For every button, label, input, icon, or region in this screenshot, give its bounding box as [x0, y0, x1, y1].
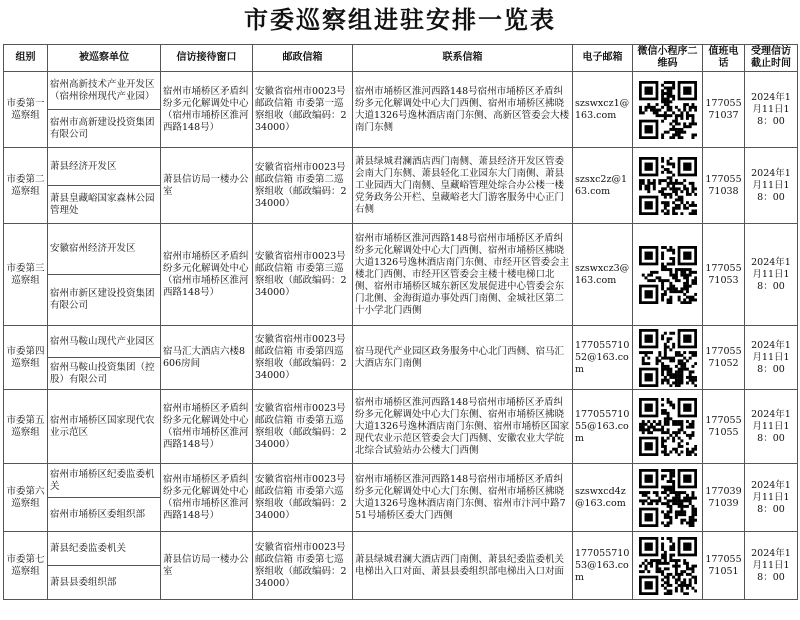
email-cell: szswxcz3@163.com [573, 224, 633, 326]
window-cell: 宿州市埇桥区矛盾纠纷多元化解调处中心（宿州市埇桥区淮河西路148号） [161, 390, 253, 464]
unit-cell: 萧县经济开发区 [48, 148, 161, 186]
table-row [4, 390, 798, 464]
email-cell: szswxcd4z@163.com [573, 464, 633, 532]
header-cell: 微信小程序二维码 [633, 45, 703, 72]
contact-cell: 宿州市埇桥区淮河西路148号宿州市埇桥区矛盾纠纷多元化解调处中心大门东侧、宿州市埇桥区拂晓大道1326号逸林酒店南门东侧、宿州市汴河中路751号埇桥区委大门西侧 [353, 464, 573, 532]
window-cell: 宿州市埇桥区矛盾纠纷多元化解调处中心（宿州市埇桥区淮河西路148号） [161, 224, 253, 326]
phone-cell: 17705571051 [703, 532, 745, 600]
group-cell: 市委第一巡察组 [4, 72, 48, 148]
deadline-cell: 2024年1月11日18：00 [745, 464, 798, 532]
header-cell: 值班电话 [703, 45, 745, 72]
unit-cell: 宿州马鞍山投资集团（控股）有限公司 [48, 358, 161, 390]
table-row [4, 532, 798, 566]
contact-cell: 萧县绿城君澜大酒店西门南侧、萧县纪委监委机关电梯出入口对面、萧县县委组织部电梯出入口对面 [353, 532, 573, 600]
qr-cell [633, 72, 703, 148]
qr-cell [633, 532, 703, 600]
table-row [4, 224, 798, 275]
header-cell: 电子邮箱 [573, 45, 633, 72]
qr-cell [633, 326, 703, 390]
email-cell: 17705571055@163.com [573, 390, 633, 464]
window-cell: 宿州市埇桥区矛盾纠纷多元化解调处中心（宿州市埇桥区淮河西路148号） [161, 72, 253, 148]
group-cell: 市委第三巡察组 [4, 224, 48, 326]
postal-cell: 安徽省宿州市0023号邮政信箱 市委第二巡察组收（邮政编码：234000） [253, 148, 353, 224]
table-row [4, 72, 798, 110]
group-cell: 市委第七巡察组 [4, 532, 48, 600]
contact-cell: 萧县绿城君澜酒店西门南侧、萧县经济开发区管委会南大门东侧、萧县轻化工业园东大门南侧、萧县工业园西大门南侧、皇藏峪管理处综合办公楼一楼党务政务公开栏、皇藏峪老大门游客服务中心正门右侧 [353, 148, 573, 224]
table-row [4, 148, 798, 186]
postal-cell: 安徽省宿州市0023号邮政信箱 市委第三巡察组收（邮政编码：234000） [253, 224, 353, 326]
postal-cell: 安徽省宿州市0023号邮政信箱 市委第一巡察组收（邮政编码：234000） [253, 72, 353, 148]
group-cell: 市委第二巡察组 [4, 148, 48, 224]
phone-cell: 17705571052 [703, 326, 745, 390]
wechat-qr-code[interactable] [639, 329, 697, 387]
header-cell: 被巡察单位 [48, 45, 161, 72]
postal-cell: 安徽省宿州市0023号邮政信箱 市委第七巡察组收（邮政编码：234000） [253, 532, 353, 600]
unit-cell: 宿州市埇桥区纪委监委机关 [48, 464, 161, 498]
header-cell: 信访接待窗口 [161, 45, 253, 72]
qr-cell [633, 464, 703, 532]
wechat-qr-code[interactable] [639, 398, 697, 456]
contact-cell: 宿州市埇桥区淮河西路148号宿州市埇桥区矛盾纠纷多元化解调处中心大门东侧、宿州市埇桥区拂晓大道1326号逸林酒店南门东侧、宿州市埇桥区国家现代农业示范区管委会大门西侧、安徽农业大学皖北综合试验站办公楼大门西侧 [353, 390, 573, 464]
inspection-table [3, 44, 798, 600]
wechat-qr-code[interactable] [639, 246, 697, 304]
window-cell: 萧县信访局一楼办公室 [161, 532, 253, 600]
wechat-qr-code[interactable] [639, 157, 697, 215]
header-cell: 受理信访截止时间 [745, 45, 798, 72]
table-row [4, 326, 798, 358]
header-cell: 联系信箱 [353, 45, 573, 72]
qr-cell [633, 390, 703, 464]
unit-cell: 宿州市高新建设投资集团有限公司 [48, 110, 161, 148]
wechat-qr-code[interactable] [639, 469, 697, 527]
unit-cell: 宿州市埇桥区委组织部 [48, 498, 161, 532]
wechat-qr-code[interactable] [639, 537, 697, 595]
contact-cell: 宿马现代产业园区政务服务中心北门西侧、宿马汇大酒店东门南侧 [353, 326, 573, 390]
deadline-cell: 2024年1月11日18：00 [745, 72, 798, 148]
group-cell: 市委第六巡察组 [4, 464, 48, 532]
email-cell: szswxcz1@163.com [573, 72, 633, 148]
group-cell: 市委第四巡察组 [4, 326, 48, 390]
header-row [4, 45, 798, 72]
phone-cell: 17703971039 [703, 464, 745, 532]
deadline-cell: 2024年1月11日18：00 [745, 224, 798, 326]
unit-cell: 宿州市新区建设投资集团有限公司 [48, 275, 161, 326]
unit-cell: 宿州高新技术产业开发区（宿州徐州现代产业园） [48, 72, 161, 110]
group-cell: 市委第五巡察组 [4, 390, 48, 464]
qr-cell [633, 224, 703, 326]
deadline-cell: 2024年1月11日18：00 [745, 390, 798, 464]
window-cell: 宿马汇大酒店六楼8606房间 [161, 326, 253, 390]
contact-cell: 宿州市埇桥区淮河西路148号宿州市埇桥区矛盾纠纷多元化解调处中心大门西侧、宿州市埇桥区拂晓大道1326号逸林酒店南门东侧、市经开区管委会主楼北门西侧、市经开区管委会主楼十楼电梯口北侧、宿州市埇桥区城东新区发展促进中心管委会东门北侧、金海街道办事处西门南侧、金城社区第二十小学北门西侧 [353, 224, 573, 326]
unit-cell: 宿州市埇桥区国家现代农业示范区 [48, 390, 161, 464]
phone-cell: 17705571038 [703, 148, 745, 224]
page-title: 市委巡察组进驻安排一览表 [244, 5, 556, 34]
email-cell: 17705571053@163.com [573, 532, 633, 600]
window-cell: 宿州市埇桥区矛盾纠纷多元化解调处中心（宿州市埇桥区淮河西路148号） [161, 464, 253, 532]
window-cell: 萧县信访局一楼办公室 [161, 148, 253, 224]
deadline-cell: 2024年1月11日18：00 [745, 148, 798, 224]
wechat-qr-code[interactable] [639, 81, 697, 139]
unit-cell: 宿州马鞍山现代产业园区 [48, 326, 161, 358]
email-cell: szsxc2z@163.com [573, 148, 633, 224]
contact-cell: 宿州市埇桥区淮河西路148号宿州市埇桥区矛盾纠纷多元化解调处中心大门西侧、宿州市埇桥区拂晓大道1326号逸林酒店南门东侧、高新区管委会大楼南门东侧 [353, 72, 573, 148]
phone-cell: 17705571053 [703, 224, 745, 326]
email-cell: 17705571052@163.com [573, 326, 633, 390]
unit-cell: 安徽宿州经济开发区 [48, 224, 161, 275]
unit-cell: 萧县皇藏峪国家森林公园管理处 [48, 186, 161, 224]
deadline-cell: 2024年1月11日18：00 [745, 532, 798, 600]
qr-cell [633, 148, 703, 224]
postal-cell: 安徽省宿州市0023号邮政信箱 市委第四巡察组收（邮政编码：234000） [253, 326, 353, 390]
deadline-cell: 2024年1月11日18：00 [745, 326, 798, 390]
unit-cell: 萧县纪委监委机关 [48, 532, 161, 566]
header-cell: 组别 [4, 45, 48, 72]
postal-cell: 安徽省宿州市0023号邮政信箱 市委第五巡察组收（邮政编码：234000） [253, 390, 353, 464]
header-cell: 邮政信箱 [253, 45, 353, 72]
phone-cell: 17705571037 [703, 72, 745, 148]
phone-cell: 17705571055 [703, 390, 745, 464]
postal-cell: 安徽省宿州市0023号邮政信箱 市委第六巡察组收（邮政编码：234000） [253, 464, 353, 532]
unit-cell: 萧县县委组织部 [48, 566, 161, 600]
table-row [4, 464, 798, 498]
